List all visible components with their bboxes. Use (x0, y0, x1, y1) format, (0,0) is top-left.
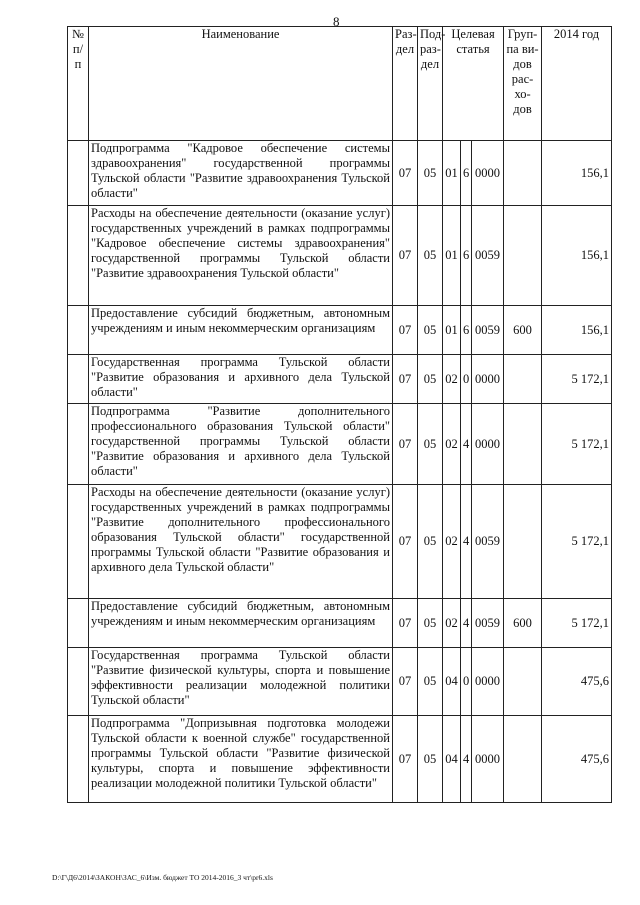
header-target-article: Целевая статья (443, 27, 504, 141)
row-section-cell: 07 (393, 599, 418, 648)
row-target-article-part1: 01 (443, 206, 461, 306)
row-amount-cell: 156,1 (542, 141, 612, 206)
row-target-article-part1: 01 (443, 306, 461, 355)
row-subsection-cell: 05 (418, 141, 443, 206)
row-subsection-cell: 05 (418, 206, 443, 306)
table-row (68, 404, 612, 485)
row-target-article-part1: 02 (443, 599, 461, 648)
row-expense-group-cell (504, 404, 542, 485)
table-row (68, 648, 612, 716)
row-number-cell (68, 141, 89, 206)
budget-table (67, 26, 612, 803)
row-subsection-cell: 05 (418, 306, 443, 355)
table-row (68, 141, 612, 206)
row-number-cell (68, 355, 89, 404)
row-target-article-part2: 0 (461, 648, 472, 716)
row-section-cell: 07 (393, 141, 418, 206)
row-target-article-part3: 0000 (472, 355, 504, 404)
row-target-article-part3: 0000 (472, 716, 504, 803)
row-number-cell (68, 648, 89, 716)
row-name-cell: Расходы на обеспечение деятельности (оказание услуг) государственных учреждений в рамках подпрограммы "Развитие дополнительного профессионального образования Тульской области" государственной программы Тульской области "Развитие образования и архивного дела Тульской области" (89, 485, 393, 599)
row-name-cell: Подпрограмма "Кадровое обеспечение системы здравоохранения" государственной программы Тульской области "Развитие здравоохранения Тульской области" (89, 141, 393, 206)
row-amount-cell: 5 172,1 (542, 485, 612, 599)
row-subsection-cell: 05 (418, 599, 443, 648)
page-number: 8 (333, 14, 340, 29)
row-number-cell (68, 485, 89, 599)
row-target-article-part1: 04 (443, 648, 461, 716)
header-section: Раз-дел (393, 27, 418, 141)
row-target-article-part3: 0059 (472, 206, 504, 306)
row-subsection-cell: 05 (418, 485, 443, 599)
row-section-cell: 07 (393, 485, 418, 599)
row-target-article-part3: 0000 (472, 648, 504, 716)
row-expense-group-cell (504, 716, 542, 803)
row-target-article-part2: 4 (461, 716, 472, 803)
row-name-cell: Подпрограмма "Допризывная подготовка молодежи Тульской области к военной службе" государственной программы Тульской области "Развитие физической культуры, спорта и повышение эффективности реализации молодежной политики Тульской области" (89, 716, 393, 803)
table-row (68, 599, 612, 648)
row-amount-cell: 5 172,1 (542, 355, 612, 404)
row-target-article-part1: 01 (443, 141, 461, 206)
row-target-article-part2: 6 (461, 206, 472, 306)
header-name: Наименование (89, 27, 393, 141)
row-section-cell: 07 (393, 306, 418, 355)
row-target-article-part2: 4 (461, 485, 472, 599)
row-target-article-part1: 02 (443, 404, 461, 485)
row-subsection-cell: 05 (418, 648, 443, 716)
row-target-article-part2: 6 (461, 141, 472, 206)
row-expense-group-cell (504, 355, 542, 404)
row-expense-group-cell: 600 (504, 306, 542, 355)
header-year: 2014 год (542, 27, 612, 141)
row-number-cell (68, 306, 89, 355)
row-number-cell (68, 716, 89, 803)
row-expense-group-cell (504, 141, 542, 206)
row-amount-cell: 5 172,1 (542, 599, 612, 648)
row-expense-group-cell: 600 (504, 599, 542, 648)
row-subsection-cell: 05 (418, 716, 443, 803)
row-target-article-part3: 0000 (472, 141, 504, 206)
header-num: № п/п (68, 27, 89, 141)
table-row (68, 355, 612, 404)
row-name-cell: Подпрограмма "Развитие дополнительного профессионального образования Тульской области" государственной программы Тульской области "Развитие образования и архивного дела Тульской области" (89, 404, 393, 485)
row-amount-cell: 475,6 (542, 648, 612, 716)
row-number-cell (68, 404, 89, 485)
row-amount-cell: 156,1 (542, 306, 612, 355)
row-target-article-part3: 0059 (472, 485, 504, 599)
row-amount-cell: 475,6 (542, 716, 612, 803)
row-target-article-part2: 4 (461, 404, 472, 485)
row-section-cell: 07 (393, 648, 418, 716)
row-section-cell: 07 (393, 716, 418, 803)
row-amount-cell: 5 172,1 (542, 404, 612, 485)
row-target-article-part3: 0059 (472, 599, 504, 648)
table-row (68, 485, 612, 599)
table-row (68, 716, 612, 803)
row-section-cell: 07 (393, 355, 418, 404)
row-expense-group-cell (504, 206, 542, 306)
row-target-article-part3: 0000 (472, 404, 504, 485)
row-expense-group-cell (504, 648, 542, 716)
row-section-cell: 07 (393, 206, 418, 306)
row-name-cell: Государственная программа Тульской области "Развитие физической культуры, спорта и повышение эффективности реализации молодежной политики Тульской области" (89, 648, 393, 716)
row-name-cell: Расходы на обеспечение деятельности (оказание услуг) государственных учреждений в рамках подпрограммы "Кадровое обеспечение системы здравоохранения" государственной программы Тульской области "Развитие здравоохранения Тульской области" (89, 206, 393, 306)
row-number-cell (68, 206, 89, 306)
row-name-cell: Государственная программа Тульской области "Развитие образования и архивного дела Тульской области" (89, 355, 393, 404)
row-subsection-cell: 05 (418, 355, 443, 404)
row-name-cell: Предоставление субсидий бюджетным, автономным учреждениям и иным некоммерческим организациям (89, 599, 393, 648)
row-expense-group-cell (504, 485, 542, 599)
row-target-article-part2: 6 (461, 306, 472, 355)
row-target-article-part1: 02 (443, 355, 461, 404)
row-amount-cell: 156,1 (542, 206, 612, 306)
row-target-article-part2: 4 (461, 599, 472, 648)
table-row (68, 306, 612, 355)
row-target-article-part1: 04 (443, 716, 461, 803)
row-name-cell: Предоставление субсидий бюджетным, автономным учреждениям и иным некоммерческим организациям (89, 306, 393, 355)
row-target-article-part3: 0059 (472, 306, 504, 355)
row-target-article-part1: 02 (443, 485, 461, 599)
row-subsection-cell: 05 (418, 404, 443, 485)
row-section-cell: 07 (393, 404, 418, 485)
table-header-row (68, 27, 612, 141)
file-path-footer: D:\Г\Д6\2014\ЗАКОН\ЗАС_6\Изм. бюджет ТО 2014-2016_3 чт\pr6.xls (52, 873, 273, 882)
table-row (68, 206, 612, 306)
header-expense-group: Груп-па ви-дов рас-хо-дов (504, 27, 542, 141)
header-subsection: Под-раз-дел (418, 27, 443, 141)
row-number-cell (68, 599, 89, 648)
row-target-article-part2: 0 (461, 355, 472, 404)
